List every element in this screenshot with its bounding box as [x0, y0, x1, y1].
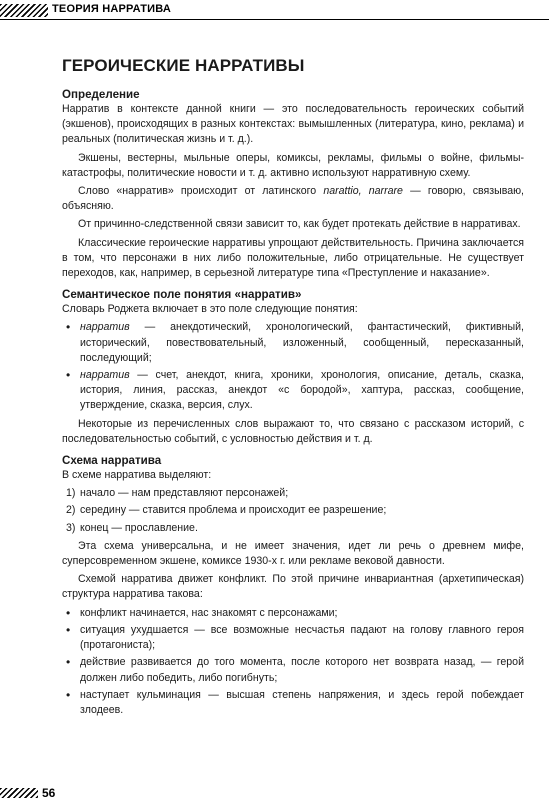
paragraph: Схемой нарратива движет конфликт. По этой причине инвариантная (архетипическая) структура нарратива такова: — [62, 573, 524, 601]
term: нарратив — [80, 321, 130, 334]
paragraph: Словарь Роджета включает в это поле следующие понятия: — [62, 303, 358, 316]
list-item — [62, 320, 524, 366]
numbered-list — [62, 486, 524, 536]
paragraph: Некоторые из перечисленных слов выражают то, что связано с рассказом историй, с последовательностью событий, с условностью действия и т. д. — [62, 417, 524, 445]
list-item-text: середину — ставится проблема и происходит ее разрешение; — [80, 504, 387, 517]
header-hatch-decoration — [0, 4, 48, 17]
bullet-list — [62, 606, 524, 718]
chapter-title: ГЕРОИЧЕСКИЕ НАРРАТИВЫ — [62, 56, 305, 75]
page-body — [62, 55, 524, 721]
paragraph: Экшены, вестерны, мыльные оперы, комиксы, рекламы, фильмы о войне, фильмы-катастрофы, политические новости и т. д. активно используют нарративную схему. — [62, 151, 524, 179]
paragraph-text: Слово «нарратив» происходит от латинского — [78, 185, 324, 198]
paragraph: Нарратив в контексте данной книги — это последовательность героических событий (экшенов), происходящих в разных контекстах: вымышленных (литература, кино, реклама) и реальных (политическая жизнь и т. д.). — [62, 103, 524, 146]
list-item-text: конец — прославление. — [80, 521, 198, 534]
item-number: 2) — [66, 504, 76, 517]
latin-term: narattio, narrare — [323, 185, 403, 198]
paragraph — [62, 184, 524, 214]
item-number: 1) — [66, 487, 76, 500]
list-item — [62, 486, 524, 501]
paragraph: Эта схема универсальна, и не имеет значения, идет ли речь о древнем мифе, суперсовременном экшене, комиксе 1930-х г. или рекламе вековой давности. — [62, 539, 524, 568]
paragraph-text: — говорю, связываю, объясняю. — [62, 185, 524, 213]
list-item-text: — анекдотический, хронологический, фантастический, фиктивный, исторический, повествовательный, изложенный, сообщенный, пересказанный, последующий; — [80, 321, 524, 364]
running-title: ТЕОРИЯ НАРРАТИВА — [52, 3, 171, 15]
list-item: • наступает кульминация — высшая степень напряжения, и здесь герой побеждает злодеев. — [62, 688, 524, 718]
section-heading-semantic-field: Семантическое поле понятия «нарратив» — [62, 288, 302, 302]
list-item — [62, 368, 524, 414]
paragraph: От причинно-следственной связи зависит то, как будет протекать действие в нарративах. — [78, 218, 521, 231]
footer-hatch-decoration — [0, 788, 38, 798]
page-number: 56 — [42, 786, 56, 800]
page-footer — [0, 786, 549, 800]
list-item: • ситуация ухудшается — все возможные несчастья падают на голову главного героя (протагониста); — [62, 623, 524, 653]
paragraph: В схеме нарратива выделяют: — [62, 469, 212, 482]
list-item: • действие развивается до того момента, после которого нет возврата назад, — герой должен либо победить, либо погибнуть; — [62, 655, 524, 685]
list-item — [62, 503, 524, 518]
section-heading-definition: Определение — [62, 88, 140, 101]
header-rule — [0, 19, 549, 20]
term: нарратив — [80, 369, 130, 382]
item-number: 3) — [66, 521, 76, 534]
list-item: • конфликт начинается, нас знакомят с персонажами; — [62, 606, 524, 621]
running-header — [0, 0, 549, 27]
list-item — [62, 521, 524, 536]
list-item-text: начало — нам представляют персонажей; — [80, 487, 289, 500]
paragraph: Классические героические нарративы упрощают действительность. Причина заключается в том, что персонажи в них либо положительные, либо отрицательные. Не существует переходов, как, например, в серьезной литературе типа «Преступление и наказание». — [62, 236, 524, 280]
list-item-text: — счет, анекдот, книга, хроники, хронология, описание, деталь, сказка, история, линия, рассказ, анекдот «с бородой», хаптура, рассказ, сообщение, утверждение, сказка, версия, слух. — [80, 369, 524, 412]
bullet-list — [62, 320, 524, 413]
section-heading-narrative-scheme: Схема нарратива — [62, 454, 162, 468]
